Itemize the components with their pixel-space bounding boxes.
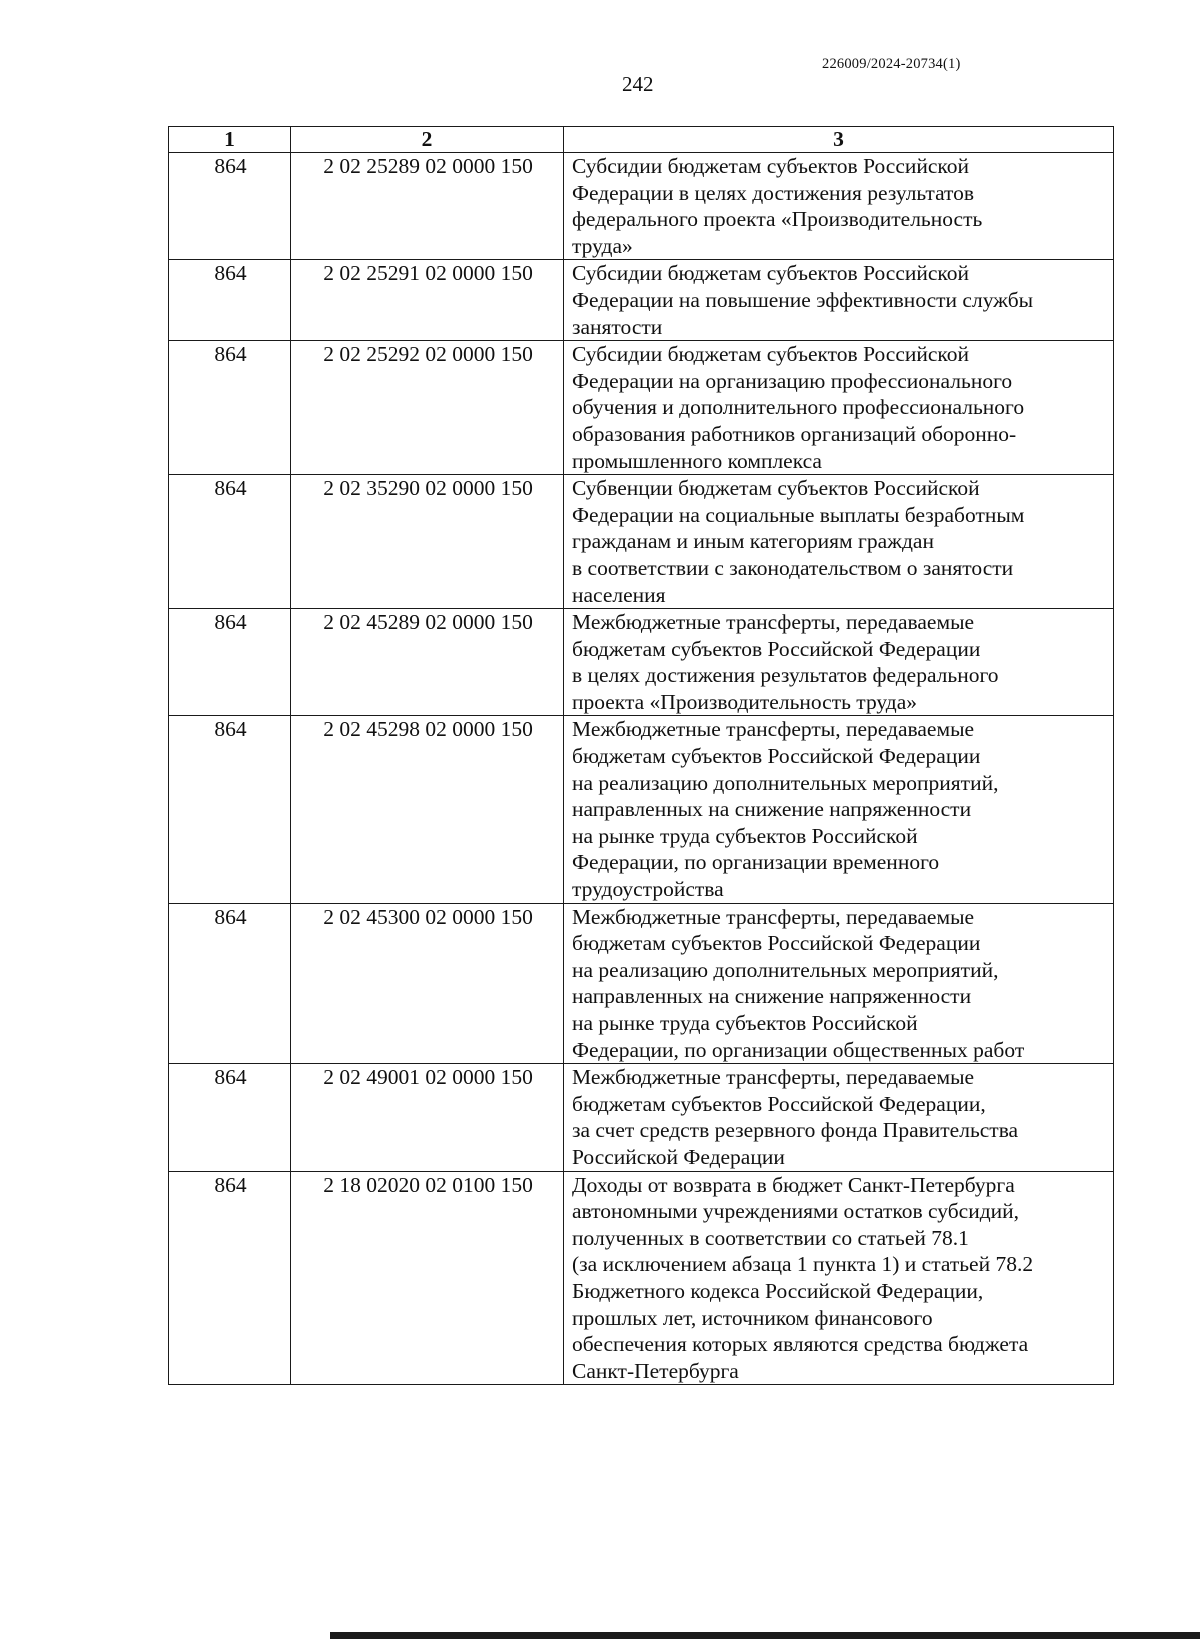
revenue-description-cell [564,1171,1114,1385]
budget-code-cell: 2 02 25291 02 0000 150 [291,260,564,341]
description-line: полученных в соответствии со статьей 78.1 [572,1225,969,1250]
description-line: промышленного комплекса [572,448,822,473]
column-header-1: 1 [169,127,291,153]
description-line: бюджетам субъектов Российской Федерации [572,931,981,956]
description-line: Федерации на организацию профессионального [572,368,1013,393]
description-line: (за исключением абзаца 1 пункта 1) и статьей 78.2 [572,1252,1034,1277]
description-line: в соответствии с законодательством о занятости [572,555,1014,580]
description-line: населения [572,582,666,607]
description-line: направленных на снижение напряженности [572,984,972,1009]
revenue-description-cell [564,716,1114,903]
description-line: Федерации на социальные выплаты безработным [572,502,1025,527]
revenue-description-cell [564,153,1114,260]
budget-code-cell: 2 02 35290 02 0000 150 [291,475,564,609]
description-line: на рынке труда субъектов Российской [572,823,918,848]
description-line: трудоустройства [572,877,724,902]
description-line: труда» [572,233,633,258]
admin-code-cell: 864 [169,341,291,475]
description-line: Бюджетного кодекса Российской Федерации, [572,1278,984,1303]
description-line: занятости [572,314,663,339]
admin-code-cell: 864 [169,475,291,609]
table-header-row [169,127,1114,153]
description-line: Российской Федерации [572,1144,785,1169]
admin-code-cell: 864 [169,1171,291,1385]
revenue-description-cell [564,475,1114,609]
budget-code-cell: 2 02 25289 02 0000 150 [291,153,564,260]
description-line: Межбюджетные трансферты, передаваемые [572,904,975,929]
budget-code-cell: 2 02 45289 02 0000 150 [291,609,564,716]
description-line: на реализацию дополнительных мероприятий, [572,957,999,982]
description-line: бюджетам субъектов Российской Федерации [572,636,981,661]
description-line: бюджетам субъектов Российской Федерации [572,744,981,769]
description-line: Субсидии бюджетам субъектов Российской [572,261,970,286]
page-number: 242 [622,72,654,96]
description-line: Межбюджетные трансферты, передаваемые [572,717,975,742]
table-row [169,609,1114,716]
budget-code-cell: 2 18 02020 02 0100 150 [291,1171,564,1385]
description-line: федерального проекта «Производительность [572,207,983,232]
document-id: 226009/2024-20734(1) [822,56,961,72]
description-line: Межбюджетные трансферты, передаваемые [572,610,975,635]
description-line: гражданам и иным категориям граждан [572,529,934,554]
description-line: Федерации, по организации общественных работ [572,1037,1025,1062]
description-line: Федерации на повышение эффективности службы [572,287,1034,312]
budget-code-cell: 2 02 25292 02 0000 150 [291,341,564,475]
description-line: обучения и дополнительного профессионального [572,395,1025,420]
revenue-description-cell [564,903,1114,1064]
description-line: автономными учреждениями остатков субсидий, [572,1199,1020,1224]
description-line: бюджетам субъектов Российской Федерации, [572,1091,986,1116]
table-row [169,716,1114,903]
budget-code-cell: 2 02 45300 02 0000 150 [291,903,564,1064]
scan-edge-bar [330,1632,1200,1639]
description-line: прошлых лет, источником финансового [572,1305,933,1330]
column-header-2: 2 [291,127,564,153]
revenue-description-cell [564,609,1114,716]
admin-code-cell: 864 [169,609,291,716]
description-line: Субсидии бюджетам субъектов Российской [572,342,970,367]
table-row [169,475,1114,609]
admin-code-cell: 864 [169,260,291,341]
table-row [169,153,1114,260]
description-line: Субвенции бюджетам субъектов Российской [572,476,980,501]
table-row [169,1171,1114,1385]
description-line: обеспечения которых являются средства бюджета [572,1332,1029,1357]
description-line: на рынке труда субъектов Российской [572,1011,918,1035]
table-row [169,260,1114,341]
description-line: Межбюджетные трансферты, передаваемые [572,1065,975,1090]
table-row [169,341,1114,475]
admin-code-cell: 864 [169,153,291,260]
revenue-classification-table [168,126,1114,1385]
description-line: проекта «Производительность труда» [572,689,918,714]
description-line: Субсидии бюджетам субъектов Российской [572,154,970,178]
admin-code-cell: 864 [169,1064,291,1171]
table-body [169,153,1114,1385]
description-line: за счет средств резервного фонда Правительства [572,1118,1019,1143]
table-row [169,1064,1114,1171]
column-header-3: 3 [564,127,1114,153]
description-line: Санкт-Петербурга [572,1358,739,1383]
admin-code-cell: 864 [169,903,291,1064]
budget-code-cell: 2 02 45298 02 0000 150 [291,716,564,903]
table-row [169,903,1114,1064]
description-line: направленных на снижение напряженности [572,797,972,822]
budget-code-cell: 2 02 49001 02 0000 150 [291,1064,564,1171]
description-line: Доходы от возврата в бюджет Санкт-Петербурга [572,1172,1015,1197]
description-line: образования работников организаций оборонно- [572,421,1017,446]
description-line: Федерации в целях достижения результатов [572,180,975,205]
revenue-description-cell [564,341,1114,475]
admin-code-cell: 864 [169,716,291,903]
revenue-description-cell [564,260,1114,341]
description-line: в целях достижения результатов федерального [572,663,999,688]
description-line: Федерации, по организации временного [572,850,940,875]
description-line: на реализацию дополнительных мероприятий, [572,770,999,795]
revenue-description-cell [564,1064,1114,1171]
